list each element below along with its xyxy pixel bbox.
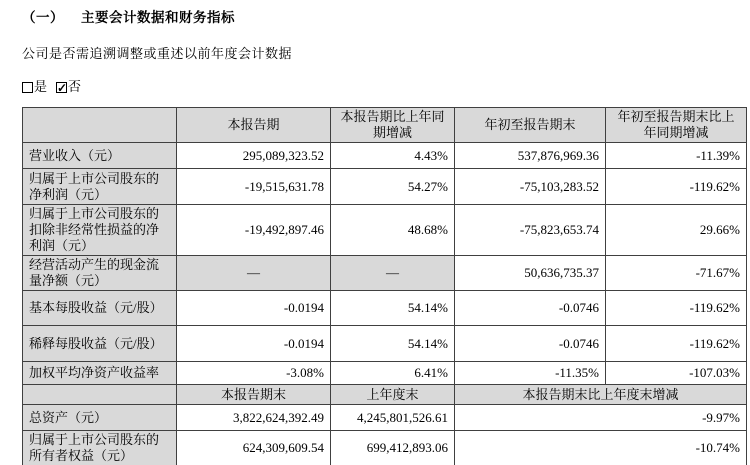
option-no-label: 否: [68, 79, 82, 94]
data-cell: —: [331, 256, 455, 291]
row-label: 营业收入（元）: [23, 143, 177, 169]
row-label: 稀释每股收益（元/股）: [23, 326, 177, 362]
section-number: （一）: [22, 10, 64, 25]
header-cell-current-period: 本报告期: [177, 108, 331, 143]
data-cell: 624,309,609.54: [177, 431, 331, 465]
option-no: [56, 79, 81, 95]
table-row: [23, 205, 747, 256]
data-cell: -10.74%: [455, 431, 747, 465]
section-title-text: 主要会计数据和财务指标: [81, 10, 235, 25]
checkbox-unchecked-icon: [22, 82, 33, 93]
table-row: [23, 169, 747, 205]
data-cell: -11.39%: [606, 143, 747, 169]
header-cell-empty: [23, 108, 177, 143]
table-row: [23, 256, 747, 291]
subheader-cell-period-end: 本报告期末: [177, 385, 331, 405]
table-row: [23, 291, 747, 326]
data-cell: -19,515,631.78: [177, 169, 331, 205]
data-cell: -3.08%: [177, 362, 331, 385]
option-yes: [22, 79, 47, 95]
data-cell: 54.27%: [331, 169, 455, 205]
data-cell: -0.0194: [177, 326, 331, 362]
key-financials-table: [22, 107, 747, 465]
header-cell-ytd-change: 年初至报告期末比上年同期增减: [606, 108, 747, 143]
row-label: 经营活动产生的现金流量净额（元）: [23, 256, 177, 291]
subheader-cell-empty: [23, 385, 177, 405]
row-label: 归属于上市公司股东的净利润（元）: [23, 169, 177, 205]
restatement-options: [22, 79, 750, 95]
subheader-cell-change: 本报告期末比上年度末增减: [455, 385, 747, 405]
header-cell-period-change: 本报告期比上年同期增减: [331, 108, 455, 143]
data-cell: 3,822,624,392.49: [177, 405, 331, 431]
data-cell: -119.62%: [606, 291, 747, 326]
data-cell: -11.35%: [455, 362, 606, 385]
data-cell: —: [177, 256, 331, 291]
table-header-row: [23, 108, 747, 143]
data-cell: 537,876,969.36: [455, 143, 606, 169]
data-cell: 29.66%: [606, 205, 747, 256]
table-row: [23, 431, 747, 465]
data-cell: -75,103,283.52: [455, 169, 606, 205]
data-cell: -107.03%: [606, 362, 747, 385]
data-cell: 6.41%: [331, 362, 455, 385]
data-cell: 699,412,893.06: [331, 431, 455, 465]
table-subheader-row: [23, 385, 747, 405]
data-cell: -19,492,897.46: [177, 205, 331, 256]
data-cell: 48.68%: [331, 205, 455, 256]
data-cell: 50,636,735.37: [455, 256, 606, 291]
data-cell: -0.0746: [455, 326, 606, 362]
table-row: [23, 362, 747, 385]
data-cell: 4.43%: [331, 143, 455, 169]
data-cell: -71.67%: [606, 256, 747, 291]
data-cell: 295,089,323.52: [177, 143, 331, 169]
row-label: 总资产（元）: [23, 405, 177, 431]
restatement-question: 公司是否需追溯调整或重述以前年度会计数据: [22, 46, 293, 61]
data-cell: 54.14%: [331, 291, 455, 326]
checkbox-checked-icon: [56, 82, 67, 93]
table-row: [23, 143, 747, 169]
section-title: [22, 9, 750, 27]
data-cell: -119.62%: [606, 326, 747, 362]
option-yes-label: 是: [34, 79, 48, 94]
data-cell: 4,245,801,526.61: [331, 405, 455, 431]
table-row: [23, 405, 747, 431]
data-cell: -75,823,653.74: [455, 205, 606, 256]
data-cell: -9.97%: [455, 405, 747, 431]
row-label: 加权平均净资产收益率: [23, 362, 177, 385]
data-cell: -119.62%: [606, 169, 747, 205]
row-label: 基本每股收益（元/股）: [23, 291, 177, 326]
row-label: 归属于上市公司股东的扣除非经常性损益的净利润（元）: [23, 205, 177, 256]
table-row: [23, 326, 747, 362]
row-label: 归属于上市公司股东的所有者权益（元）: [23, 431, 177, 465]
data-cell: 54.14%: [331, 326, 455, 362]
data-cell: -0.0746: [455, 291, 606, 326]
header-cell-ytd: 年初至报告期末: [455, 108, 606, 143]
subheader-cell-prior-year-end: 上年度末: [331, 385, 455, 405]
data-cell: -0.0194: [177, 291, 331, 326]
